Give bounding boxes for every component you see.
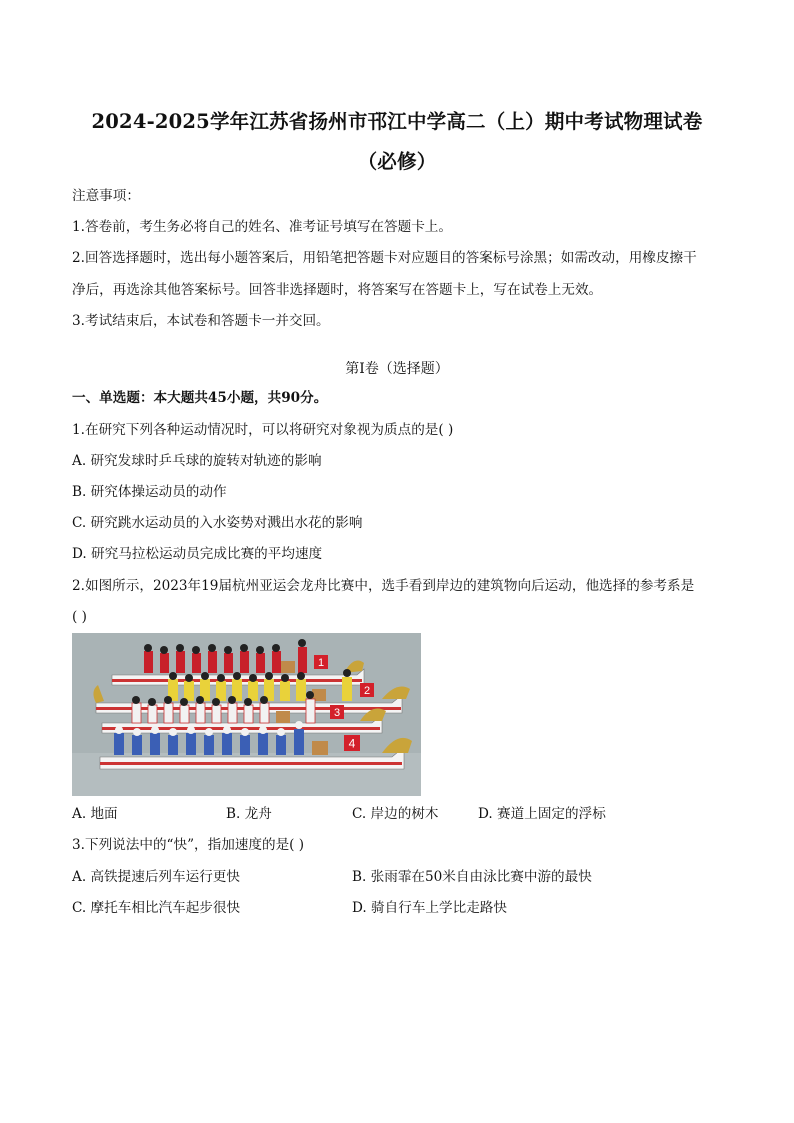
question-3-option-c: C. 摩托车相比汽车起步很快 (72, 900, 241, 916)
question-1-option-a: A. 研究发球时乒乓球的旋转对轨迹的影响 (72, 453, 322, 469)
exam-title: 2024-2025学年江苏省扬州市邗江中学高二（上）期中考试物理试卷 (91, 110, 703, 133)
boat-2-number: 2 (363, 685, 371, 697)
question-1-option-b: B. 研究体操运动员的动作 (72, 484, 227, 500)
question-2-option-a: A. 地面 (72, 806, 118, 822)
notice-heading: 注意事项： (72, 188, 140, 204)
question-2-option-d: D. 赛道上固定的浮标 (478, 806, 606, 822)
notice-item-2-cont: 净后，再选涂其他答案标号。回答非选择题时，将答案写在答题卡上，写在试卷上无效。 (72, 282, 603, 298)
notice-item-2: 2.回答选择题时，选出每小题答案后，用铅笔把答题卡对应题目的答案标号涂黑；如需改动，用橡皮擦干 (72, 250, 697, 266)
question-3-option-d: D. 骑自行车上学比走路快 (352, 900, 507, 916)
exam-subtitle: （必修） (357, 150, 437, 173)
question-2-stem: 2.如图所示，2023年19届杭州亚运会龙舟比赛中，选手看到岸边的建筑物向后运动，他选择的参考系是 (72, 578, 695, 594)
question-2-option-b: B. 龙舟 (226, 806, 272, 822)
notice-item-1: 1.答卷前，考生务必将自己的姓名、准考证号填写在答题卡上。 (72, 219, 452, 235)
boat-4-number: 4 (348, 736, 356, 751)
question-1-option-c: C. 研究跳水运动员的入水姿势对溅出水花的影响 (72, 515, 363, 531)
part-heading: 一、单选题：本大题共45小题，共90分。 (72, 390, 328, 406)
dragon-boat-photo (72, 633, 421, 796)
boat-1-number: 1 (317, 657, 325, 669)
question-2-option-c: C. 岸边的树木 (352, 806, 439, 822)
question-1-option-d: D. 研究马拉松运动员完成比赛的平均速度 (72, 546, 323, 562)
question-3-option-a: A. 高铁提速后列车运行更快 (72, 869, 240, 885)
notice-item-3: 3.考试结束后，本试卷和答题卡一并交回。 (72, 313, 330, 329)
question-1-stem: 1.在研究下列各种运动情况时，可以将研究对象视为质点的是( ) (72, 422, 454, 438)
question-2-stem-cont: ( ) (72, 609, 87, 625)
question-3-stem: 3.下列说法中的“快”，指加速度的是( ) (72, 837, 305, 853)
section-title: 第I卷（选择题） (345, 361, 449, 377)
boat-3-number: 3 (333, 707, 341, 719)
question-3-option-b: B. 张雨霏在50米自由泳比赛中游的最快 (352, 869, 592, 885)
